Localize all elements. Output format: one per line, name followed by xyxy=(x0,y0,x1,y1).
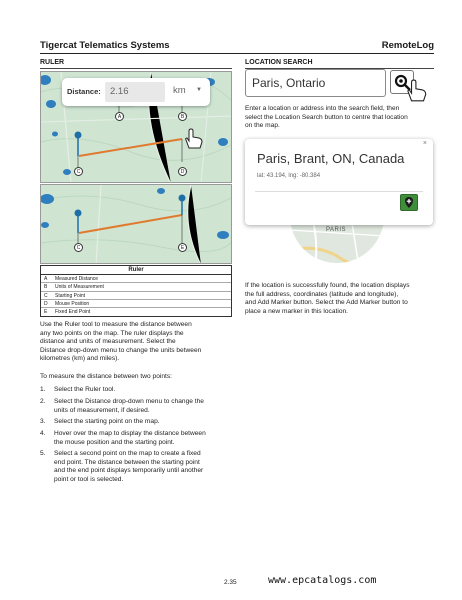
legend-text: Measured Distance xyxy=(55,276,99,282)
step-number: 4. xyxy=(40,430,46,437)
add-marker-button[interactable] xyxy=(400,194,418,211)
callout-d: D xyxy=(178,167,187,176)
text-line: distance and units of measurement. Select the xyxy=(40,338,176,346)
ruler-map-mouse-position[interactable] xyxy=(40,71,232,183)
ruler-legend-table xyxy=(40,265,232,317)
step-text xyxy=(54,430,206,447)
result-divider xyxy=(255,191,423,192)
text-line: Enter a location or address into the search field, then xyxy=(245,105,400,112)
callout-c: C xyxy=(74,243,83,252)
step-item xyxy=(40,398,235,416)
step-number: 3. xyxy=(40,418,46,425)
ruler-section-title: RULER xyxy=(40,59,65,66)
text-line: Distance drop-down menu to change the units between xyxy=(40,346,202,354)
legend-text: Starting Point xyxy=(55,292,86,299)
text-line: kilometres (km) and miles). xyxy=(40,355,120,363)
callout-e: E xyxy=(178,243,187,252)
ruler-section-divider xyxy=(40,68,232,69)
text-line: If the location is successfully found, the location displays xyxy=(245,282,410,289)
legend-key: D xyxy=(44,300,48,307)
header-divider xyxy=(40,53,434,54)
location-result-popup xyxy=(245,139,433,225)
hand-cursor-icon xyxy=(405,79,429,103)
close-icon[interactable]: × xyxy=(422,140,427,147)
step-number: 5. xyxy=(40,450,46,457)
text-line: place a new marker in this location. xyxy=(245,307,348,315)
text-line: Use the Ruler tool to measure the distance between xyxy=(40,321,192,328)
legend-row xyxy=(41,292,231,300)
add-marker-icon xyxy=(401,195,417,210)
distance-value: 2.16 xyxy=(105,82,165,102)
callout-c: C xyxy=(74,167,83,176)
text-line: any two points on the map. The ruler displays the xyxy=(40,329,184,337)
legend-key: B xyxy=(44,284,48,291)
step-text: Select the starting point on the map. xyxy=(54,418,160,425)
hand-cursor-icon xyxy=(183,128,205,150)
legend-key: C xyxy=(44,292,48,299)
step-item xyxy=(40,418,235,427)
text-line: select the Location Search button to centre that location xyxy=(245,113,408,121)
text-line: point or tool is selected. xyxy=(54,475,124,483)
text-line: the mouse position and the starting point. xyxy=(54,438,175,446)
result-address: Paris, Brant, ON, Canada xyxy=(257,151,405,166)
step-number: 2. xyxy=(40,398,46,405)
text-line: and Add Marker button. Select the Add Marker button to xyxy=(245,299,408,307)
legend-row xyxy=(41,300,231,308)
ruler-description xyxy=(40,321,235,364)
text-line: on the map. xyxy=(245,122,280,130)
step-item xyxy=(40,386,235,395)
result-coordinates: lat: 43.194, lng: -80.384 xyxy=(257,173,321,179)
step-number: 1. xyxy=(40,386,46,393)
text-line: end point. The distance between the starting point xyxy=(54,458,200,466)
legend-heading: Ruler xyxy=(41,266,231,275)
legend-text: Units of Measurement xyxy=(55,284,104,291)
watermark-url: www.epcatalogs.com xyxy=(268,575,377,586)
step-text: Select the Ruler tool. xyxy=(54,386,116,393)
legend-key: A xyxy=(44,276,48,282)
step-text xyxy=(54,398,204,415)
legend-row xyxy=(41,308,231,316)
text-line: the full address, coordinates (latitude and longitude), xyxy=(245,290,399,298)
map-place-label: PARIS xyxy=(326,227,347,233)
distance-unit-dropdown[interactable]: km xyxy=(173,85,186,96)
callout-b: B xyxy=(178,112,187,121)
location-search-section-title: LOCATION SEARCH xyxy=(245,59,313,66)
legend-key: E xyxy=(44,309,48,316)
ruler-map-fixed-end[interactable] xyxy=(40,184,232,264)
location-search-input[interactable]: Paris, Ontario xyxy=(245,69,386,97)
legend-row xyxy=(41,275,231,283)
map-graphic xyxy=(41,185,232,264)
step-item xyxy=(40,430,235,448)
document-title: Tigercat Telematics Systems xyxy=(40,40,170,51)
location-search-description xyxy=(245,105,445,131)
text-line: and the end point displays temporarily until another xyxy=(54,467,204,475)
text-line: Select a second point on the map to create a fixed xyxy=(54,450,201,457)
text-line: Select the Distance drop-down menu to change the xyxy=(54,398,204,405)
steps-intro: To measure the distance between two points: xyxy=(40,373,172,380)
text-line: units of measurement, if desired. xyxy=(54,406,150,414)
distance-label: Distance: xyxy=(67,87,101,96)
legend-text: Mouse Position xyxy=(55,300,90,307)
callout-a: A xyxy=(115,112,124,121)
text-line: Hover over the map to display the distance between xyxy=(54,430,206,437)
legend-row xyxy=(41,283,231,291)
location-result-description xyxy=(245,282,450,316)
legend-text: Fixed End Point xyxy=(55,309,91,316)
step-text xyxy=(54,450,203,484)
product-name: RemoteLog xyxy=(381,40,434,51)
page-number: 2.35 xyxy=(224,579,237,586)
distance-panel xyxy=(62,78,210,106)
step-item xyxy=(40,450,235,486)
chevron-down-icon[interactable]: ▼ xyxy=(196,87,202,93)
